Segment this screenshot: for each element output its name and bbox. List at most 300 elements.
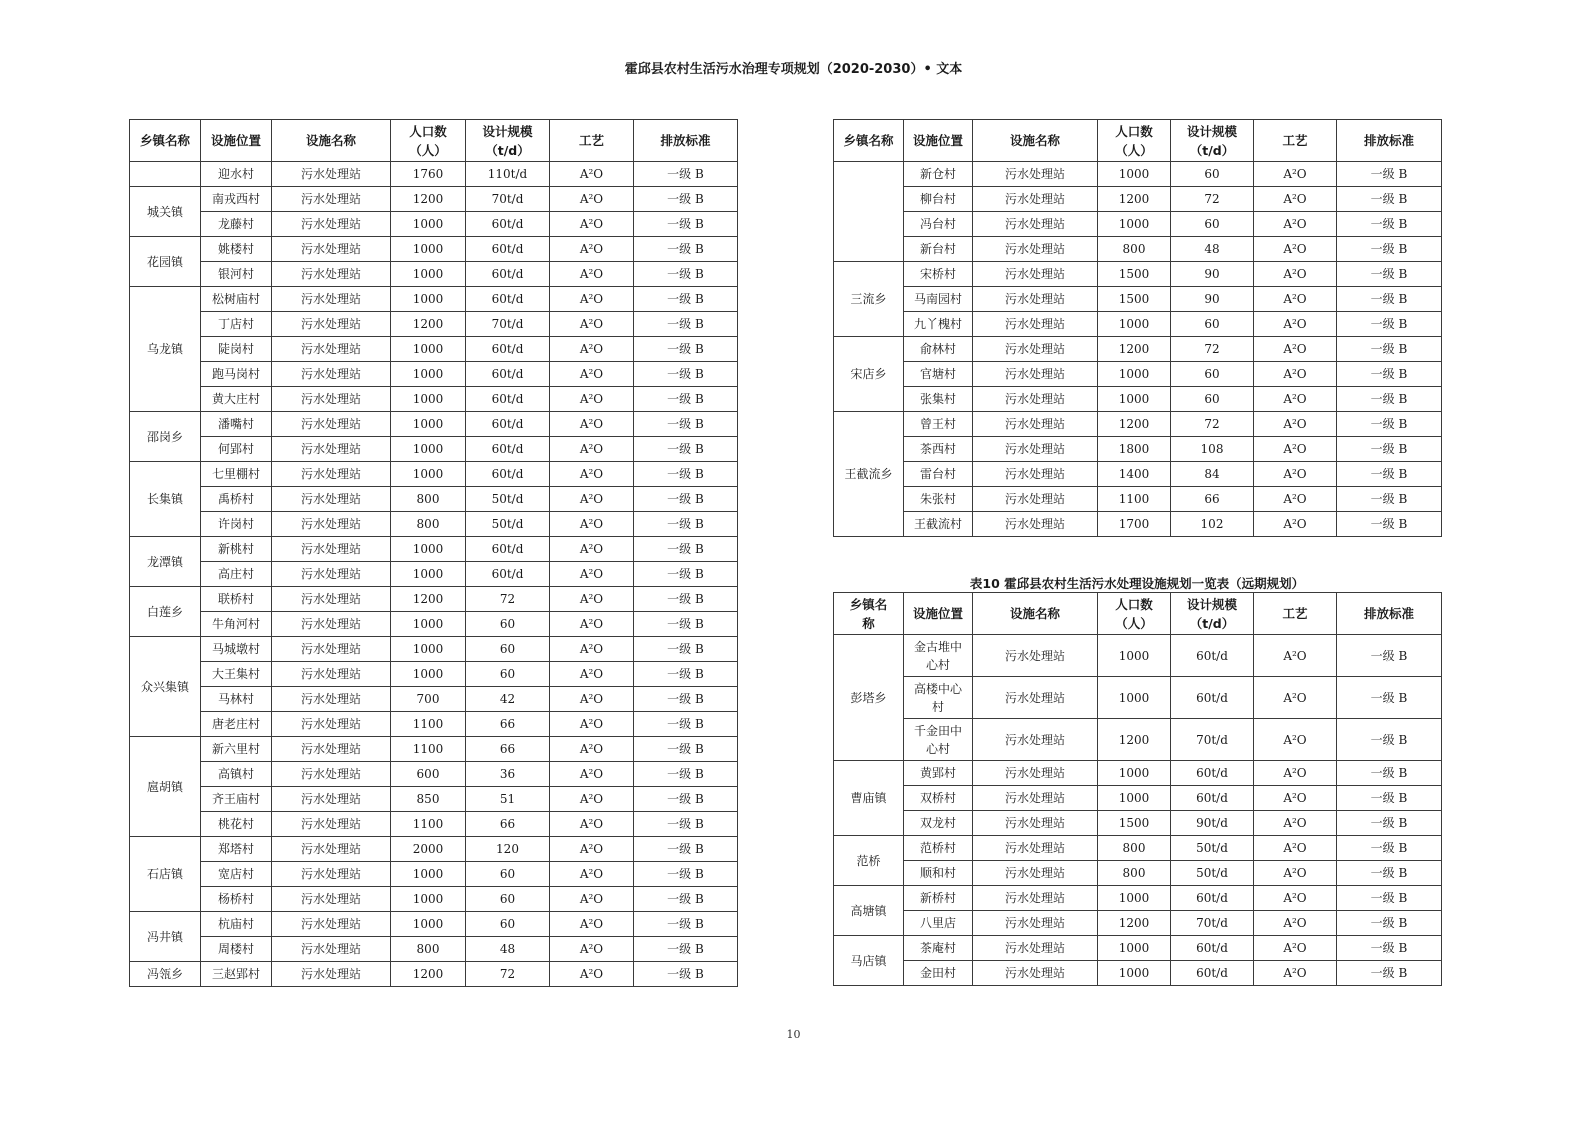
cell-population: 1100 [391,737,466,762]
table-row [834,162,1442,187]
table-row [834,512,1442,537]
cell-design-scale: 60 [466,912,550,937]
cell-process: A²O [1254,212,1337,237]
cell-location: 金田村 [904,961,973,986]
cell-location: 杨桥村 [201,887,272,912]
table-row [130,487,738,512]
cell-discharge-standard: 一级 B [634,437,738,462]
cell-process: A²O [550,362,634,387]
table-row [130,737,738,762]
cell-discharge-standard: 一级 B [1337,262,1442,287]
cell-design-scale: 90 [1171,262,1254,287]
cell-facility: 污水处理站 [272,912,391,937]
cell-process: A²O [1254,961,1337,986]
cell-process: A²O [550,537,634,562]
cell-process: A²O [550,912,634,937]
cell-facility: 污水处理站 [272,862,391,887]
cell-location: 顺和村 [904,861,973,886]
cell-location: 俞林村 [904,337,973,362]
cell-facility: 污水处理站 [973,412,1098,437]
cell-discharge-standard: 一级 B [634,362,738,387]
table-row [834,437,1442,462]
cell-facility: 污水处理站 [272,662,391,687]
cell-population: 1200 [391,187,466,212]
cell-discharge-standard: 一级 B [634,787,738,812]
page-number: 10 [786,1028,801,1041]
cell-location: 联桥村 [201,587,272,612]
table-row [130,287,738,312]
cell-town: 长集镇 [130,462,201,537]
cell-process: A²O [550,337,634,362]
cell-discharge-standard: 一级 B [634,662,738,687]
cell-design-scale: 72 [466,962,550,987]
cell-location: 禹桥村 [201,487,272,512]
table-row [130,912,738,937]
cell-discharge-standard: 一级 B [1337,719,1442,761]
cell-population: 1400 [1098,462,1171,487]
cell-discharge-standard: 一级 B [1337,811,1442,836]
cell-discharge-standard: 一级 B [634,937,738,962]
cell-discharge-standard: 一级 B [634,837,738,862]
cell-discharge-standard: 一级 B [634,637,738,662]
header-town: 乡镇名称 [834,120,904,162]
cell-discharge-standard: 一级 B [634,162,738,187]
table-row [834,287,1442,312]
cell-design-scale: 60t/d [1171,936,1254,961]
cell-facility: 污水处理站 [973,487,1098,512]
table-row [834,212,1442,237]
cell-population: 1100 [1098,487,1171,512]
header-standard: 排放标准 [1337,593,1442,635]
table-row [834,861,1442,886]
cell-discharge-standard: 一级 B [634,812,738,837]
cell-discharge-standard: 一级 B [634,287,738,312]
cell-location: 新仓村 [904,162,973,187]
running-head: 霍邱县农村生活污水治理专项规划（2020-2030）• 文本 [624,62,963,77]
cell-facility: 污水处理站 [272,837,391,862]
cell-town: 城关镇 [130,187,201,237]
cell-location: 迎水村 [201,162,272,187]
cell-population: 1000 [1098,761,1171,786]
cell-facility: 污水处理站 [973,861,1098,886]
cell-design-scale: 60t/d [466,462,550,487]
cell-location: 跑马岗村 [201,362,272,387]
table-row [834,337,1442,362]
cell-process: A²O [550,862,634,887]
cell-population: 800 [391,487,466,512]
cell-facility: 污水处理站 [973,936,1098,961]
cell-facility: 污水处理站 [272,362,391,387]
cell-population: 1000 [391,287,466,312]
cell-location: 许岗村 [201,512,272,537]
cell-design-scale: 90 [1171,287,1254,312]
cell-town: 冯瓴乡 [130,962,201,987]
cell-process: A²O [1254,886,1337,911]
table-row [834,312,1442,337]
cell-process: A²O [550,937,634,962]
cell-population: 1000 [391,412,466,437]
cell-population: 1700 [1098,512,1171,537]
cell-location: 高镇村 [201,762,272,787]
table-header-row [834,120,1442,162]
table-row [130,962,738,987]
table-row [130,337,738,362]
table-row [130,812,738,837]
table-row [130,562,738,587]
cell-location: 马城墩村 [201,637,272,662]
cell-location: 新台村 [904,237,973,262]
cell-town: 扈胡镇 [130,737,201,837]
cell-design-scale: 120 [466,837,550,862]
table10-long-term-plan [833,592,1442,986]
cell-population: 1200 [1098,337,1171,362]
cell-process: A²O [1254,412,1337,437]
cell-population: 1500 [1098,262,1171,287]
cell-discharge-standard: 一级 B [634,762,738,787]
header-scale-line2: （t/d） [1189,615,1235,631]
cell-process: A²O [1254,786,1337,811]
cell-location: 茶西村 [904,437,973,462]
cell-discharge-standard: 一级 B [634,862,738,887]
cell-location: 丁店村 [201,312,272,337]
cell-design-scale: 60t/d [466,262,550,287]
cell-design-scale: 70t/d [466,312,550,337]
cell-town [834,162,904,262]
header-facility: 设施名称 [973,593,1098,635]
cell-discharge-standard: 一级 B [1337,961,1442,986]
cell-location: 陡岗村 [201,337,272,362]
cell-population: 1000 [1098,786,1171,811]
table-row [130,612,738,637]
cell-design-scale: 70t/d [466,187,550,212]
facility-table-left [129,119,738,987]
header-town [834,593,904,635]
cell-process: A²O [550,387,634,412]
cell-design-scale: 102 [1171,512,1254,537]
header-town-line1: 乡镇名 [849,596,888,612]
cell-population: 1000 [391,262,466,287]
cell-discharge-standard: 一级 B [1337,487,1442,512]
cell-location: 冯台村 [904,212,973,237]
cell-population: 600 [391,762,466,787]
table-body [834,162,1442,537]
cell-design-scale: 60 [466,862,550,887]
cell-facility: 污水处理站 [973,786,1098,811]
cell-process: A²O [1254,936,1337,961]
cell-design-scale: 90t/d [1171,811,1254,836]
cell-discharge-standard: 一级 B [1337,635,1442,677]
table-row [130,587,738,612]
cell-location: 张集村 [904,387,973,412]
cell-facility: 污水处理站 [272,462,391,487]
cell-discharge-standard: 一级 B [634,512,738,537]
table-row [130,262,738,287]
cell-process: A²O [550,262,634,287]
cell-discharge-standard: 一级 B [1337,187,1442,212]
cell-discharge-standard: 一级 B [1337,462,1442,487]
cell-facility: 污水处理站 [272,162,391,187]
cell-design-scale: 66 [466,812,550,837]
table-row [130,712,738,737]
cell-town: 彭塔乡 [834,635,904,761]
cell-discharge-standard: 一级 B [634,487,738,512]
cell-population: 1000 [391,562,466,587]
cell-facility: 污水处理站 [272,737,391,762]
cell-location: 新桥村 [904,886,973,911]
cell-process: A²O [550,312,634,337]
header-facility: 设施名称 [973,120,1098,162]
cell-population: 800 [1098,836,1171,861]
cell-population: 1200 [1098,412,1171,437]
cell-facility: 污水处理站 [272,687,391,712]
cell-design-scale: 51 [466,787,550,812]
table-row [130,787,738,812]
table-row [130,387,738,412]
header-population-line1: 人口数 [1115,596,1153,612]
cell-design-scale: 60t/d [466,537,550,562]
cell-town: 冯井镇 [130,912,201,962]
table-body [834,635,1442,986]
cell-location: 唐老庄村 [201,712,272,737]
table-row [834,719,1442,761]
cell-facility: 污水处理站 [272,512,391,537]
cell-discharge-standard: 一级 B [1337,761,1442,786]
header-process: 工艺 [1254,120,1337,162]
header-town-line2: 称 [862,615,875,631]
table-row [834,635,1442,677]
cell-discharge-standard: 一级 B [634,887,738,912]
cell-location: 宽店村 [201,862,272,887]
cell-design-scale: 60t/d [466,387,550,412]
cell-discharge-standard: 一级 B [1337,387,1442,412]
cell-location: 八里店 [904,911,973,936]
cell-population: 1000 [391,887,466,912]
cell-design-scale: 60t/d [466,562,550,587]
cell-facility: 污水处理站 [973,462,1098,487]
cell-location: 范桥村 [904,836,973,861]
cell-facility: 污水处理站 [973,212,1098,237]
cell-design-scale: 60 [1171,312,1254,337]
cell-process: A²O [1254,162,1337,187]
cell-population: 1000 [1098,936,1171,961]
cell-design-scale: 50t/d [1171,836,1254,861]
table-row [130,512,738,537]
cell-town: 石店镇 [130,837,201,912]
table-row [834,761,1442,786]
header-population [1098,593,1171,635]
cell-location: 七里棚村 [201,462,272,487]
cell-facility: 污水处理站 [272,437,391,462]
cell-design-scale: 72 [1171,337,1254,362]
table-row [834,677,1442,719]
cell-process: A²O [550,437,634,462]
cell-discharge-standard: 一级 B [634,212,738,237]
cell-facility: 污水处理站 [272,887,391,912]
table-row [130,462,738,487]
cell-population: 1000 [1098,961,1171,986]
cell-location: 金古堆中心村 [904,635,973,677]
table-row [834,387,1442,412]
cell-town: 众兴集镇 [130,637,201,737]
cell-population: 800 [1098,237,1171,262]
cell-process: A²O [1254,287,1337,312]
cell-design-scale: 60 [466,662,550,687]
cell-population: 1200 [1098,187,1171,212]
cell-town: 龙潭镇 [130,537,201,587]
cell-process: A²O [550,212,634,237]
cell-location: 黄郢村 [904,761,973,786]
cell-facility: 污水处理站 [973,287,1098,312]
cell-facility: 污水处理站 [973,312,1098,337]
cell-process: A²O [1254,635,1337,677]
cell-process: A²O [1254,761,1337,786]
header-scale-line1: 设计规模 [1186,123,1237,139]
cell-location: 双桥村 [904,786,973,811]
cell-design-scale: 72 [466,587,550,612]
cell-facility: 污水处理站 [272,337,391,362]
cell-process: A²O [550,612,634,637]
cell-location: 宋桥村 [904,262,973,287]
cell-population: 1000 [1098,312,1171,337]
cell-town: 白莲乡 [130,587,201,637]
cell-design-scale: 60t/d [1171,635,1254,677]
cell-design-scale: 60t/d [1171,786,1254,811]
cell-design-scale: 60t/d [466,437,550,462]
cell-facility: 污水处理站 [973,886,1098,911]
cell-location: 新桃村 [201,537,272,562]
cell-design-scale: 60 [1171,387,1254,412]
cell-design-scale: 50t/d [466,487,550,512]
cell-facility: 污水处理站 [272,312,391,337]
cell-location: 齐王庙村 [201,787,272,812]
cell-discharge-standard: 一级 B [634,537,738,562]
header-population-line2: （人） [1115,615,1153,631]
cell-location: 柳台村 [904,187,973,212]
cell-discharge-standard: 一级 B [634,412,738,437]
cell-process: A²O [1254,677,1337,719]
cell-population: 1000 [1098,162,1171,187]
cell-process: A²O [550,637,634,662]
cell-discharge-standard: 一级 B [1337,911,1442,936]
cell-facility: 污水处理站 [272,937,391,962]
cell-location: 九丫槐村 [904,312,973,337]
table-body [130,162,738,987]
cell-discharge-standard: 一级 B [1337,362,1442,387]
cell-facility: 污水处理站 [272,237,391,262]
cell-process: A²O [1254,462,1337,487]
cell-discharge-standard: 一级 B [1337,886,1442,911]
cell-facility: 污水处理站 [272,387,391,412]
cell-population: 1200 [391,962,466,987]
cell-population: 1000 [391,387,466,412]
table-row [834,187,1442,212]
cell-location: 马林村 [201,687,272,712]
cell-population: 800 [391,512,466,537]
cell-location: 黄大庄村 [201,387,272,412]
cell-discharge-standard: 一级 B [1337,287,1442,312]
cell-design-scale: 66 [466,737,550,762]
cell-town: 范桥 [834,836,904,886]
cell-population: 1000 [391,537,466,562]
cell-discharge-standard: 一级 B [1337,861,1442,886]
cell-facility: 污水处理站 [272,562,391,587]
cell-discharge-standard: 一级 B [634,587,738,612]
table-row [130,837,738,862]
cell-design-scale: 72 [1171,187,1254,212]
header-location: 设施位置 [201,120,272,162]
cell-design-scale: 48 [466,937,550,962]
table-header-row [834,593,1442,635]
header-process: 工艺 [1254,593,1337,635]
cell-population: 1000 [1098,635,1171,677]
cell-town: 宋店乡 [834,337,904,412]
cell-population: 1000 [1098,677,1171,719]
cell-design-scale: 60t/d [1171,677,1254,719]
cell-town: 三流乡 [834,262,904,337]
cell-location: 松树庙村 [201,287,272,312]
cell-process: A²O [550,887,634,912]
header-standard: 排放标准 [634,120,738,162]
cell-facility: 污水处理站 [973,961,1098,986]
cell-population: 1000 [1098,212,1171,237]
cell-design-scale: 60 [1171,362,1254,387]
cell-process: A²O [550,837,634,862]
cell-location: 千金田中心村 [904,719,973,761]
cell-location: 高庄村 [201,562,272,587]
cell-town: 王截流乡 [834,412,904,537]
cell-process: A²O [1254,512,1337,537]
cell-design-scale: 60t/d [1171,761,1254,786]
cell-design-scale: 48 [1171,237,1254,262]
cell-process: A²O [550,562,634,587]
header-scale [466,120,550,162]
cell-process: A²O [1254,387,1337,412]
cell-population: 1100 [391,812,466,837]
cell-town: 邵岗乡 [130,412,201,462]
cell-process: A²O [1254,187,1337,212]
cell-facility: 污水处理站 [272,187,391,212]
cell-process: A²O [1254,719,1337,761]
header-scale-line1: 设计规模 [482,123,533,139]
cell-process: A²O [550,487,634,512]
cell-facility: 污水处理站 [973,237,1098,262]
cell-design-scale: 60 [466,612,550,637]
cell-facility: 污水处理站 [973,262,1098,287]
cell-population: 1000 [1098,362,1171,387]
cell-location: 南戎西村 [201,187,272,212]
header-population [391,120,466,162]
cell-location: 杭庙村 [201,912,272,937]
cell-population: 1200 [391,587,466,612]
table-row [834,362,1442,387]
cell-population: 800 [391,937,466,962]
cell-location: 王截流村 [904,512,973,537]
cell-process: A²O [550,512,634,537]
cell-process: A²O [1254,437,1337,462]
cell-location: 周楼村 [201,937,272,962]
cell-discharge-standard: 一级 B [634,712,738,737]
cell-location: 桃花村 [201,812,272,837]
cell-process: A²O [1254,861,1337,886]
cell-design-scale: 50t/d [466,512,550,537]
cell-discharge-standard: 一级 B [634,687,738,712]
cell-discharge-standard: 一级 B [1337,437,1442,462]
table-row [130,887,738,912]
cell-facility: 污水处理站 [973,337,1098,362]
cell-location: 曾王村 [904,412,973,437]
table-row [130,312,738,337]
cell-facility: 污水处理站 [272,787,391,812]
